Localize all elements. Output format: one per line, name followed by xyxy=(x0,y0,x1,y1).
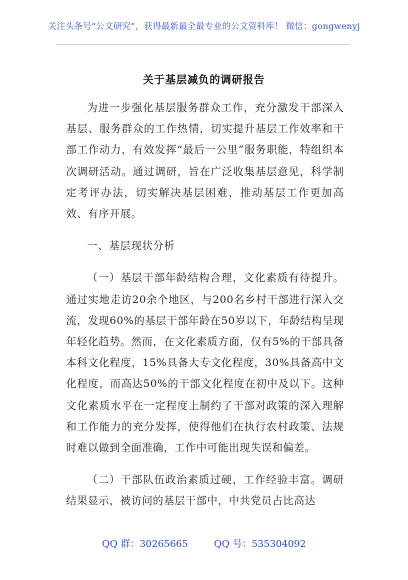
header-divider xyxy=(56,44,350,45)
subsection-paragraph-1: （一）基层干部年龄结构合理，文化素质有待提升。通过实地走访20余个地区，与200名乡村干部进行深入交流，发现60%的基层干部年龄在50岁以下，年龄结构呈现年轻化趋势。然而，在文化素质方面，仅有5%的干部具备本科文化程度，15%具备大专文化程度，30%具备高中文化程度，而高达50%的干部文化程度在初中及以下。这种文化素质水平在一定程度上制约了干部对政策的深入理解和工作能力的充分发挥，使得他们在执行农村政策、法规时难以做到全面准确，工作中可能出现失误和偏差。 xyxy=(66,272,344,455)
footer-contacts xyxy=(0,536,408,550)
qq-number: QQ 号：535304092 xyxy=(213,539,306,550)
qq-group: QQ 群：30265665 xyxy=(102,539,188,550)
document-body xyxy=(66,98,344,513)
subsection-paragraph-2: （二）干部队伍政治素质过硬，工作经验丰富。调研结果显示，被访问的基层干部中，中共党员占比高达 xyxy=(66,474,344,508)
intro-paragraph: 为进一步强化基层服务群众工作，充分激发干部深入基层、服务群众的工作热情，切实提升基层工作效率和干部工作动力，有效发挥“最后一公里”服务职能，特组织本次调研活动。通过调研，旨在广泛收集基层意见，科学制定考评办法，切实解决基层困难，推动基层工作更加高效、有序开展。 xyxy=(66,102,344,221)
document-title: 关于基层减负的调研报告 xyxy=(142,74,266,86)
header-note: 关注头条号“公文研究”，获得最新最全最专业的公文资料库！ 微信：gongwenyj xyxy=(47,22,361,32)
section-heading: 一、基层现状分析 xyxy=(87,240,175,253)
